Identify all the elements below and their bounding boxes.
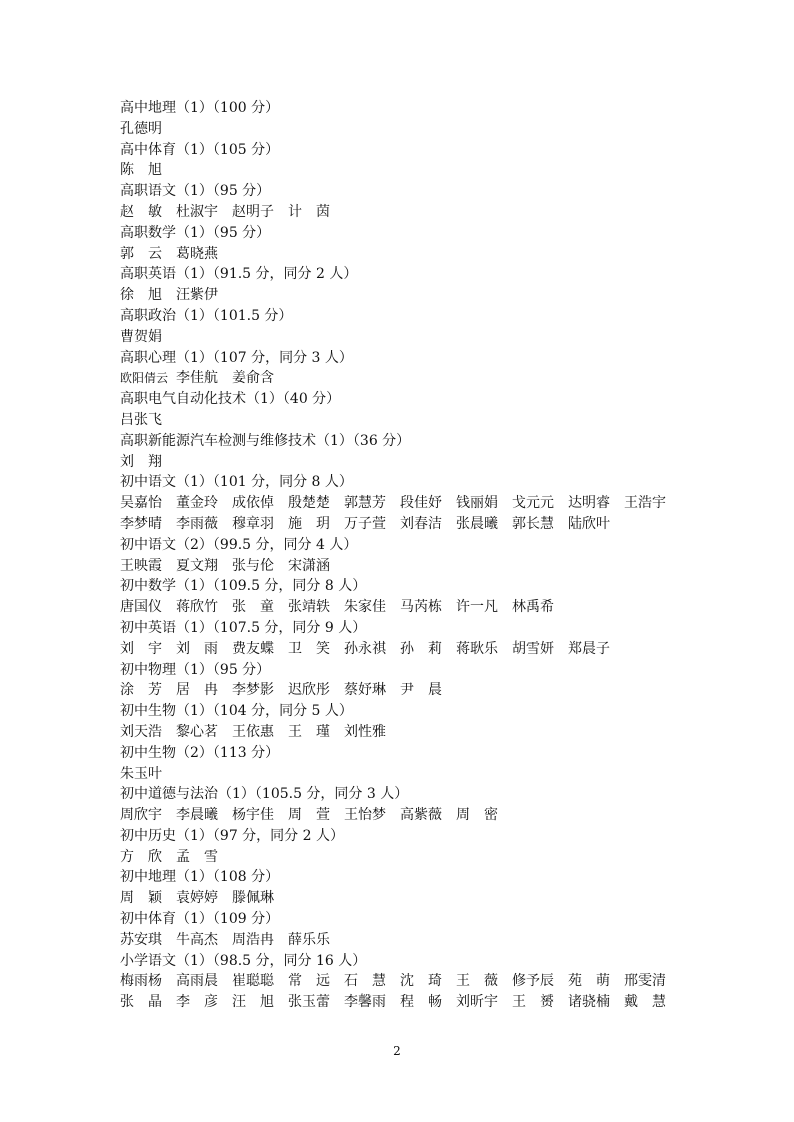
student-name: 王依惠 [232, 723, 274, 740]
student-name: 居 冉 [176, 682, 218, 699]
student-name: 张靖轶 [288, 599, 330, 616]
section-heading: 初中生物（1）（104 分，同分 5 人） [120, 703, 353, 720]
student-name: 董金玲 [176, 495, 218, 512]
name-row [120, 556, 680, 577]
name-row [120, 410, 680, 431]
student-name: 周 密 [456, 807, 498, 824]
student-name: 葛晓燕 [176, 245, 218, 262]
student-name: 胡雪妍 [512, 640, 554, 657]
student-name: 张与伦 [232, 557, 274, 574]
student-name: 袁婷婷 [176, 890, 218, 907]
student-name: 黎心茗 [176, 723, 218, 740]
student-name: 王映霞 [120, 557, 162, 574]
student-name: 万子萱 [344, 515, 386, 532]
student-name: 许一凡 [456, 599, 498, 616]
section-heading: 初中语文（2）（99.5 分，同分 4 人） [120, 536, 358, 553]
student-name: 宋潇涵 [288, 557, 330, 574]
student-name: 郭 云 [120, 245, 162, 262]
student-name: 达明睿 [568, 495, 610, 512]
student-name: 李佳航 [176, 370, 218, 387]
section-heading: 高中体育（1）（105 分） [120, 141, 280, 158]
name-row [120, 452, 680, 473]
name-row [120, 639, 680, 660]
student-name: 郭长慧 [512, 515, 554, 532]
section-heading: 高职新能源汽车检测与维修技术（1）（36 分） [120, 432, 411, 449]
section-heading: 初中道德与法治（1）（105.5 分，同分 3 人） [120, 786, 409, 803]
section-heading: 初中物理（1）（95 分） [120, 661, 271, 678]
student-name: 张 童 [232, 599, 274, 616]
student-name: 吕张飞 [120, 411, 162, 428]
name-row [120, 597, 680, 618]
student-name: 钱丽娟 [456, 495, 498, 512]
student-name: 朱玉叶 [120, 765, 162, 782]
student-name: 崔聪聪 [232, 973, 274, 990]
section-heading: 初中体育（1）（109 分） [120, 911, 280, 928]
section-heading: 小学语文（1）（98.5 分，同分 16 人） [120, 952, 367, 969]
student-name: 戈元元 [512, 495, 554, 512]
student-name: 周 萱 [288, 807, 330, 824]
student-name: 程 畅 [400, 994, 442, 1011]
student-name: 李梦影 [232, 682, 274, 699]
student-name: 孔德明 [120, 120, 162, 137]
name-row [120, 930, 680, 951]
student-name: 赵 敏 [120, 203, 162, 220]
student-name: 曹贺娟 [120, 328, 162, 345]
student-name: 李晨曦 [176, 807, 218, 824]
student-name: 刘昕宇 [456, 994, 498, 1011]
student-name: 郭慧芳 [344, 495, 386, 512]
student-name: 蔡妤琳 [344, 682, 386, 699]
section-heading: 初中英语（1）（107.5 分，同分 9 人） [120, 619, 367, 636]
student-name: 蒋耿乐 [456, 640, 498, 657]
student-name: 汪紫伊 [176, 287, 218, 304]
student-name: 张玉蕾 [288, 994, 330, 1011]
student-name: 殷楚楚 [288, 495, 330, 512]
student-name: 施 玥 [288, 515, 330, 532]
section-heading: 初中生物（2）（113 分） [120, 744, 280, 761]
student-name: 杨宇佳 [232, 807, 274, 824]
student-name: 张晨曦 [456, 515, 498, 532]
name-row [120, 244, 680, 265]
student-name: 蒋欣竹 [176, 599, 218, 616]
name-row [120, 327, 680, 348]
student-name: 计 茵 [288, 203, 330, 220]
student-name: 马芮栋 [400, 599, 442, 616]
student-name: 王怡梦 [344, 807, 386, 824]
name-row [120, 888, 680, 909]
name-row [120, 514, 680, 535]
student-name: 姜俞含 [232, 370, 274, 387]
student-name: 李梦晴 [120, 515, 162, 532]
student-name: 修予辰 [512, 973, 554, 990]
student-name: 刘春洁 [400, 515, 442, 532]
section-heading: 高职心理（1）（107 分，同分 3 人） [120, 349, 353, 366]
name-row [120, 847, 680, 868]
student-name: 高紫薇 [400, 807, 442, 824]
student-name: 陆欣叶 [568, 515, 610, 532]
student-name: 汪 旭 [232, 994, 274, 1011]
student-name: 张 晶 [120, 994, 162, 1011]
student-name: 李雨薇 [176, 515, 218, 532]
student-name: 周浩冉 [232, 931, 274, 948]
student-name: 穆章羽 [232, 515, 274, 532]
student-name: 杜淑宇 [176, 203, 218, 220]
student-name: 刘 雨 [176, 640, 218, 657]
student-name: 方 欣 [120, 848, 162, 865]
student-name: 徐 旭 [120, 287, 162, 304]
student-name: 高雨晨 [176, 973, 218, 990]
student-name: 梅雨杨 [120, 973, 162, 990]
section-heading: 高职数学（1）（95 分） [120, 224, 271, 241]
student-name: 常 远 [288, 973, 330, 990]
section-heading: 初中历史（1）（97 分，同分 2 人） [120, 827, 344, 844]
section-heading: 初中语文（1）（101 分，同分 8 人） [120, 474, 353, 491]
student-name: 王 赟 [512, 994, 554, 1011]
student-name: 薛乐乐 [288, 931, 330, 948]
student-name: 欧阳倩云 [120, 371, 169, 386]
name-row [120, 971, 680, 992]
section-heading: 高职政治（1）（101.5 分） [120, 307, 293, 324]
page-number: 2 [393, 1044, 401, 1058]
student-name: 王浩宇 [624, 495, 666, 512]
student-name: 唐国仪 [120, 599, 162, 616]
name-row [120, 285, 680, 306]
section-heading: 高职电气自动化技术（1）（40 分） [120, 391, 341, 408]
student-name: 刘 翔 [120, 453, 162, 470]
student-name: 迟欣彤 [288, 682, 330, 699]
student-name: 孙永祺 [344, 640, 386, 657]
student-name: 李 彦 [176, 994, 218, 1011]
student-name: 吴嘉怡 [120, 495, 162, 512]
student-name: 刘 宇 [120, 640, 162, 657]
name-row [120, 722, 680, 743]
document-body [120, 98, 680, 1013]
student-name: 王 薇 [456, 973, 498, 990]
name-row [120, 493, 680, 514]
student-name: 石 慧 [344, 973, 386, 990]
student-name: 诸骁楠 [568, 994, 610, 1011]
student-name: 刘天浩 [120, 723, 162, 740]
student-name: 孙 莉 [400, 640, 442, 657]
student-name: 陈 旭 [120, 162, 162, 179]
section-heading: 初中数学（1）（109.5 分，同分 8 人） [120, 578, 367, 595]
name-row [120, 160, 680, 181]
student-name: 牛高杰 [176, 931, 218, 948]
section-heading: 高中地理（1）（100 分） [120, 100, 280, 116]
student-name: 周欣宇 [120, 807, 162, 824]
student-name: 赵明子 [232, 203, 274, 220]
student-name: 夏文翔 [176, 557, 218, 574]
student-name: 郑晨子 [568, 640, 610, 657]
student-name: 刘性雅 [344, 723, 386, 740]
student-name: 林禹希 [512, 599, 554, 616]
student-name: 滕佩琳 [232, 890, 274, 907]
student-name: 朱家佳 [344, 599, 386, 616]
student-name: 卫 笑 [288, 640, 330, 657]
student-name: 苑 萌 [568, 973, 610, 990]
section-heading: 高职语文（1）（95 分） [120, 183, 271, 200]
name-row [120, 202, 680, 223]
student-name: 李馨雨 [344, 994, 386, 1011]
student-name: 戴 慧 [624, 994, 666, 1011]
student-name: 费友蝶 [232, 640, 274, 657]
name-row [120, 992, 680, 1013]
student-name: 邢雯清 [624, 973, 666, 990]
student-name: 苏安琪 [120, 931, 162, 948]
name-row [120, 680, 680, 701]
student-name: 尹 晨 [400, 682, 442, 699]
name-row [120, 368, 680, 389]
student-name: 成依倬 [232, 495, 274, 512]
student-name: 孟 雪 [176, 848, 218, 865]
name-row [120, 805, 680, 826]
student-name: 周 颖 [120, 890, 162, 907]
section-heading: 高职英语（1）（91.5 分，同分 2 人） [120, 266, 358, 283]
student-name: 段佳妤 [400, 495, 442, 512]
student-name: 涂 芳 [120, 682, 162, 699]
student-name: 王 瑾 [288, 723, 330, 740]
student-name: 沈 琦 [400, 973, 442, 990]
name-row [120, 119, 680, 140]
section-heading: 初中地理（1）（108 分） [120, 869, 280, 886]
name-row [120, 764, 680, 785]
